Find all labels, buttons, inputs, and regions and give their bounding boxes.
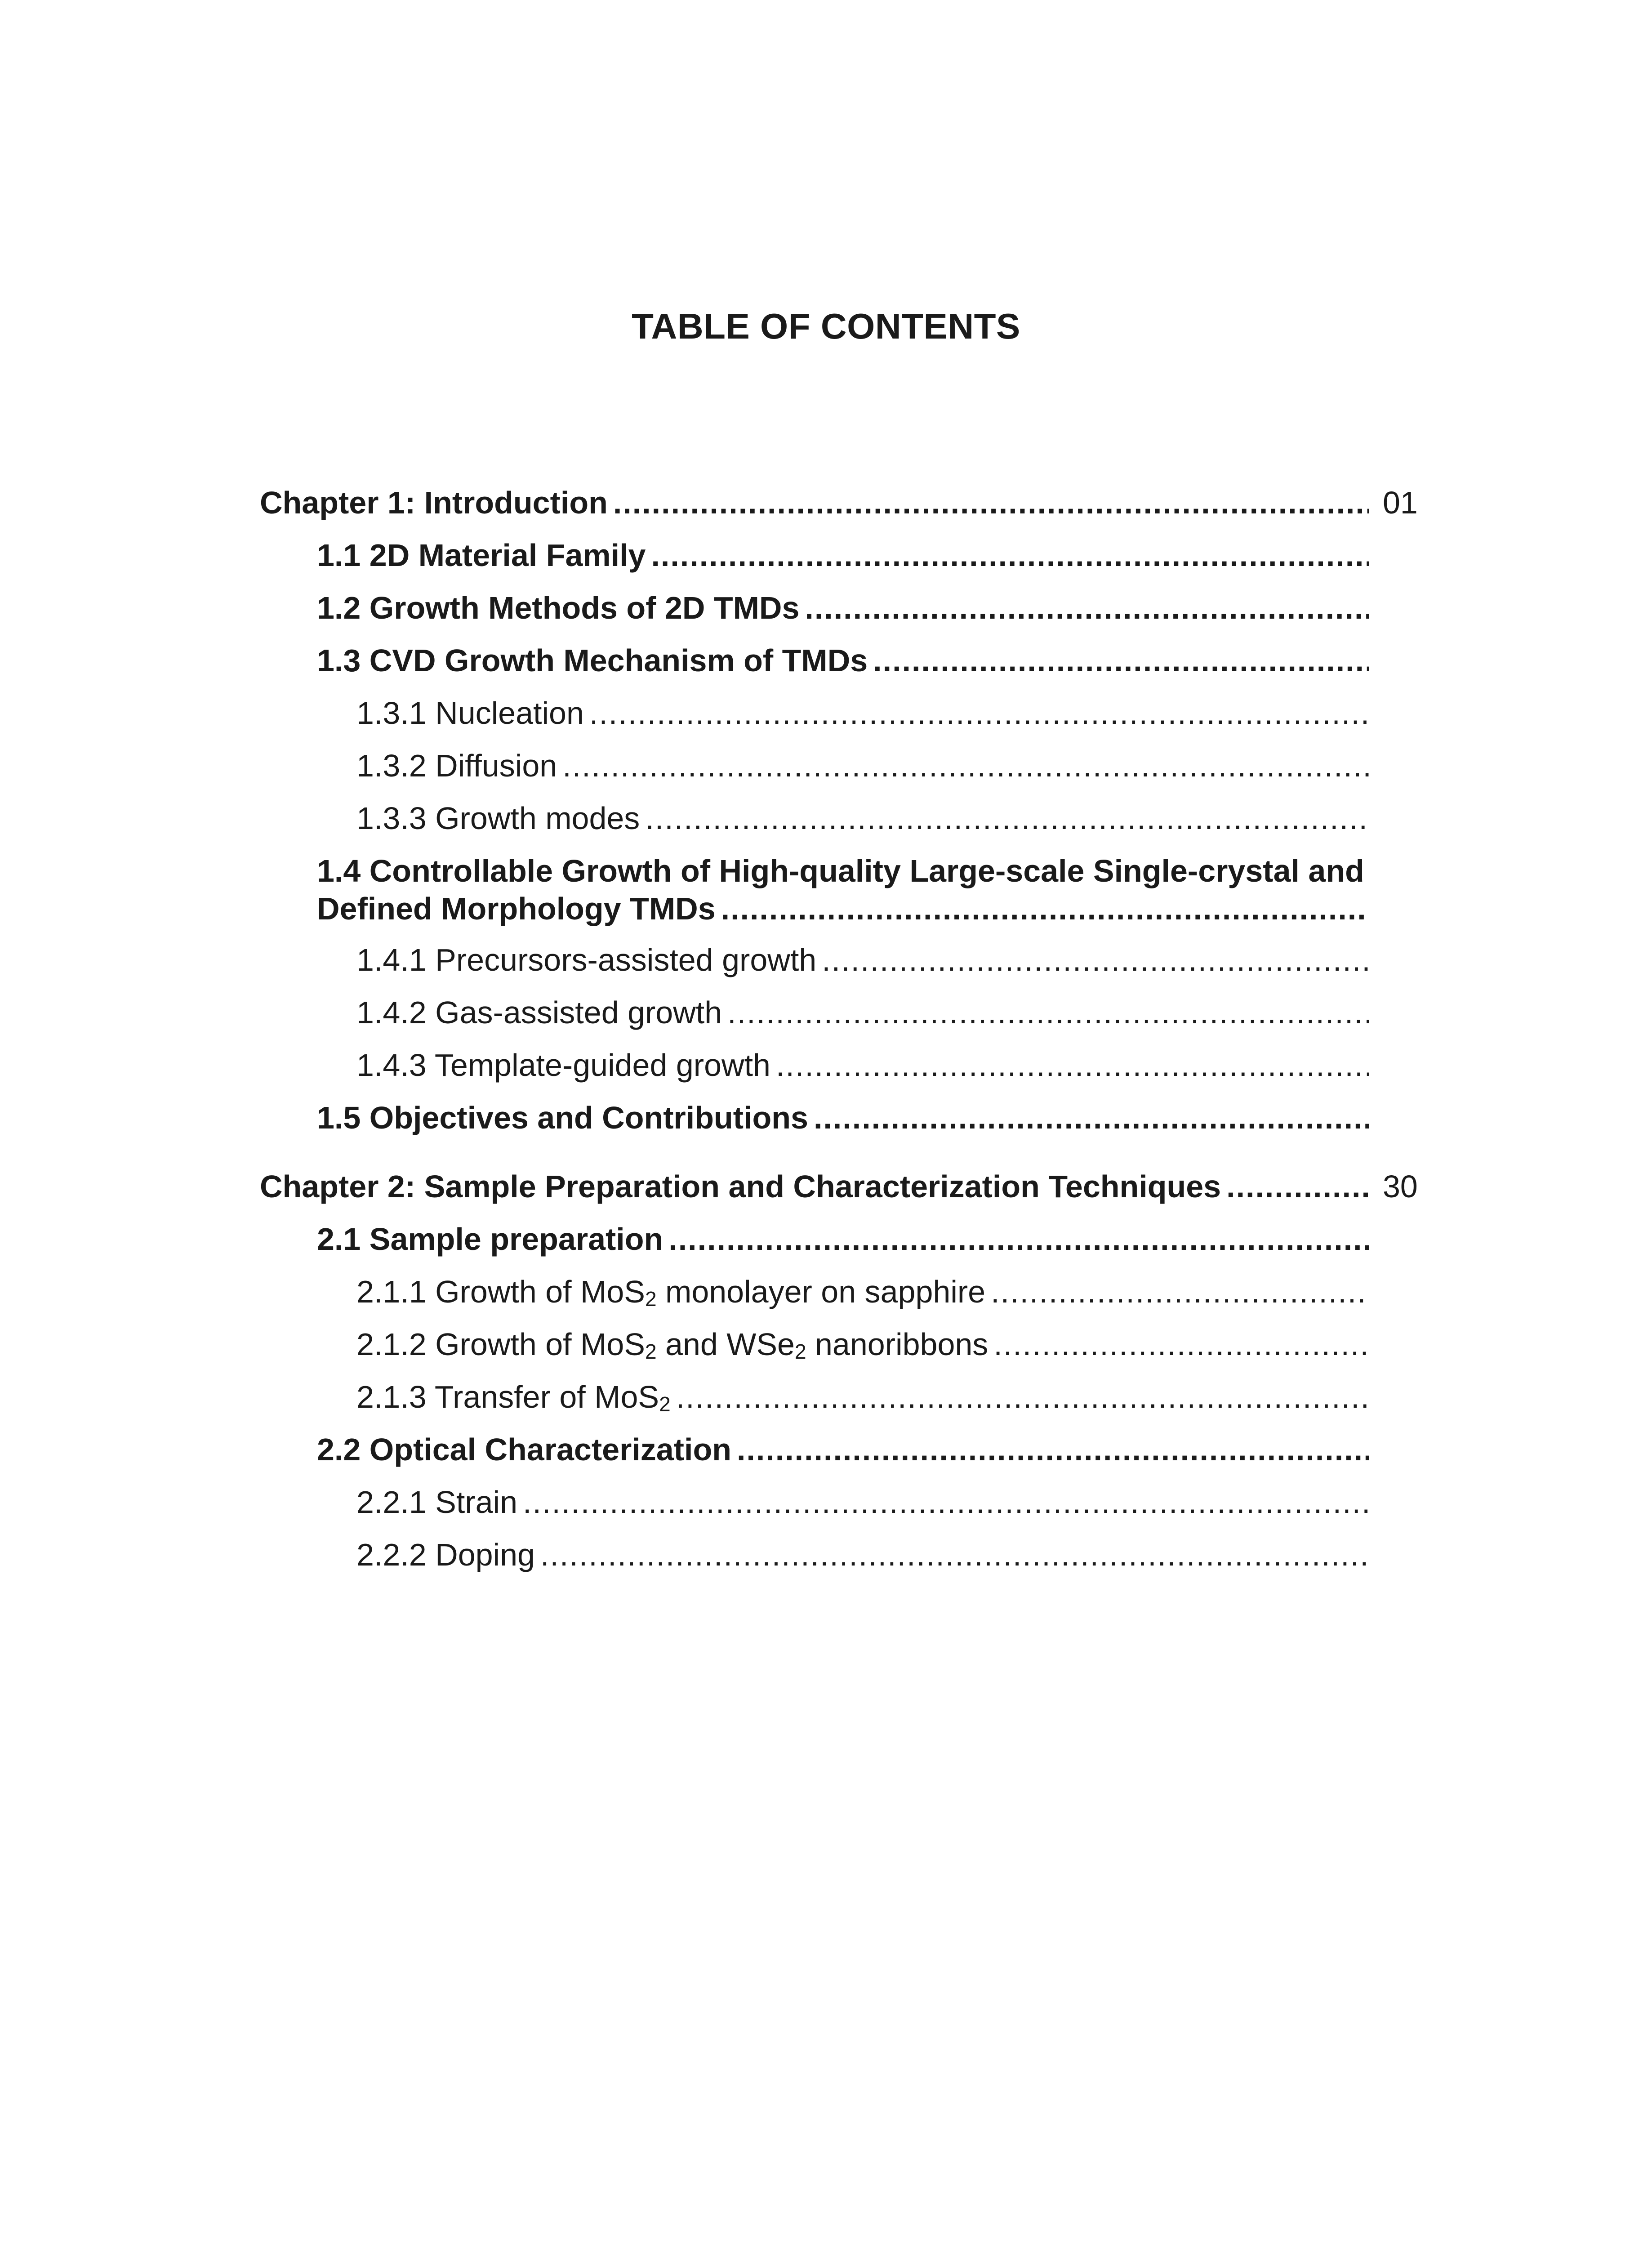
toc-entry-label: [356, 1266, 985, 1322]
dot-leader: [991, 1266, 1369, 1318]
dot-leader: [993, 1318, 1369, 1371]
toc-entry-1-3-1[interactable]: [356, 687, 1369, 740]
toc-entry-label: 1.5 Objectives and Contributions: [317, 1100, 808, 1135]
dot-leader: [737, 1423, 1369, 1476]
dot-leader: [1226, 1160, 1369, 1213]
toc-entry-1-3[interactable]: [317, 634, 1369, 687]
dot-leader: [676, 1371, 1369, 1423]
toc-entry-2-1-3[interactable]: [356, 1371, 1369, 1423]
toc-entry-label: Chapter 1: Introduction: [260, 485, 608, 520]
toc-entry-2-2-1[interactable]: [356, 1476, 1369, 1529]
toc-entry-1-3-2[interactable]: [356, 740, 1369, 792]
dot-leader: [613, 477, 1369, 529]
toc-entry-chapter-2[interactable]: [260, 1160, 1418, 1213]
dot-leader: [523, 1476, 1369, 1529]
toc-entry-label: 2.2.2 Doping: [356, 1537, 535, 1572]
toc-entry-1-2[interactable]: [317, 582, 1369, 634]
toc-entry-label: Chapter 2: Sample Preparation and Characterization Techniques: [260, 1169, 1221, 1204]
toc-entry-2-1-1[interactable]: [356, 1266, 1369, 1318]
dot-leader: [727, 986, 1369, 1039]
dot-leader: [589, 687, 1369, 740]
toc-entry-label: 2.2 Optical Characterization: [317, 1432, 731, 1467]
dot-leader: [822, 934, 1369, 986]
toc-entry-1-4-1[interactable]: [356, 934, 1369, 986]
toc-entry-1-4-3[interactable]: [356, 1039, 1369, 1092]
dot-leader: [668, 1213, 1369, 1266]
label-text: 2.1.3 Transfer of MoS: [356, 1379, 659, 1414]
toc-entry-label: 1.3 CVD Growth Mechanism of TMDs: [317, 643, 868, 678]
label-text: 2.1.2 Growth of MoS: [356, 1327, 645, 1362]
dot-leader: [873, 634, 1369, 687]
toc-entry-1-5[interactable]: [317, 1092, 1369, 1144]
toc-entry-1-1[interactable]: [317, 529, 1369, 582]
toc-entry-label-line-2: Defined Morphology TMDs: [317, 891, 716, 926]
toc-entry-label: 1.4.3 Template-guided growth: [356, 1048, 770, 1083]
toc-entry-label: 2.2.1 Strain: [356, 1485, 517, 1520]
dot-leader: [814, 1092, 1369, 1144]
toc-entry-label-line-2-row: [317, 890, 1369, 928]
table-of-contents: [260, 477, 1429, 1581]
dot-leader: [776, 1039, 1369, 1092]
chapter-spacer: [260, 1144, 1429, 1160]
subscript: 2: [645, 1340, 657, 1363]
toc-entry-2-2-2[interactable]: [356, 1529, 1369, 1581]
subscript: 2: [794, 1340, 806, 1363]
toc-entry-label: [356, 1318, 988, 1374]
toc-entry-label: 1.3.2 Diffusion: [356, 748, 557, 783]
subscript: 2: [645, 1287, 657, 1311]
label-text: monolayer on sapphire: [656, 1274, 986, 1309]
dot-leader: [540, 1529, 1369, 1581]
toc-entry-label: 1.3.3 Growth modes: [356, 801, 640, 836]
dot-leader: [805, 582, 1369, 634]
toc-entry-label: 1.4.2 Gas-assisted growth: [356, 995, 722, 1030]
subscript: 2: [659, 1392, 671, 1416]
label-text: and WSe: [656, 1327, 795, 1362]
toc-entry-label: [356, 1371, 671, 1427]
toc-page-number: 01: [1383, 485, 1418, 520]
toc-page-number: 30: [1383, 1169, 1418, 1204]
toc-entry-chapter-1[interactable]: [260, 477, 1418, 529]
label-text: nanoribbons: [806, 1327, 989, 1362]
toc-entry-1-4-2[interactable]: [356, 986, 1369, 1039]
toc-entry-label-line-1: 1.4 Controllable Growth of High-quality Large-scale Single-crystal and: [317, 853, 1364, 888]
toc-entry-1-4[interactable]: [317, 845, 1477, 934]
toc-entry-label: 2.1 Sample preparation: [317, 1222, 663, 1257]
toc-entry-1-3-3[interactable]: [356, 792, 1369, 845]
dot-leader: [651, 529, 1369, 582]
toc-entry-2-1-2[interactable]: [356, 1318, 1369, 1371]
toc-entry-2-2[interactable]: [317, 1423, 1369, 1476]
dot-leader: [645, 792, 1369, 845]
toc-entry-label: 1.1 2D Material Family: [317, 538, 646, 573]
dot-leader: [721, 890, 1369, 928]
toc-entry-label: 1.2 Growth Methods of 2D TMDs: [317, 590, 800, 625]
toc-entry-2-1[interactable]: [317, 1213, 1369, 1266]
dot-leader: [562, 740, 1369, 792]
toc-entry-label: 1.4.1 Precursors-assisted growth: [356, 942, 817, 977]
page-title: TABLE OF CONTENTS: [632, 306, 1020, 346]
label-text: 2.1.1 Growth of MoS: [356, 1274, 645, 1309]
toc-entry-label: 1.3.1 Nucleation: [356, 696, 584, 731]
